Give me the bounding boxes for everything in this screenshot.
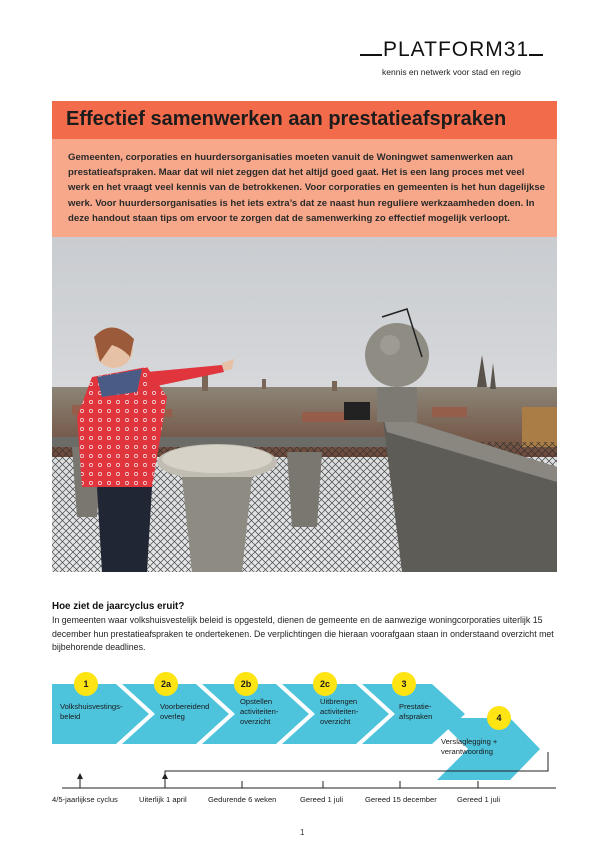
- step-label-2c: Uitbrengen activiteiten- overzicht: [320, 697, 359, 726]
- page-number: 1: [300, 828, 305, 837]
- timeline-label-april: Uiterlijk 1 april: [139, 795, 187, 804]
- step-label-1: Volkshuisvestings- beleid: [60, 702, 123, 721]
- step-label-3: Prestatie- afspraken: [399, 702, 433, 721]
- step-badge-2a: 2a: [154, 672, 178, 696]
- page-title: Effectief samenwerken aan prestatieafspraken: [66, 108, 507, 130]
- step-label-2b: Opstellen activiteiten- overzicht: [240, 697, 279, 726]
- section-body: In gemeenten waar volkshuisvestelijk beleid is opgesteld, dienen de gemeente en de aanwezige woningcorporaties uiterlijk 15 december hun prestatieafspraken te ondertekenen. De verplichtingen die hieraan voorafgaan staan in onderstaand overzicht met bijbehorende deadlines.: [52, 615, 554, 653]
- logo-tagline: kennis en netwerk voor stad en regio: [382, 67, 521, 77]
- step-badge-2c: 2c: [313, 672, 337, 696]
- timeline-label-cycle: 4/5-jaarlijkse cyclus: [52, 795, 118, 804]
- timeline-label-6-weeks: Gedurende 6 weken: [208, 795, 277, 804]
- step-label-4: Verslaglegging + verantwoording: [441, 737, 498, 756]
- timeline-label-july-2: Gereed 1 juli: [457, 795, 501, 804]
- step-badge-2b: 2b: [234, 672, 258, 696]
- arrowhead-april: [162, 773, 168, 779]
- step-badge-4: 4: [487, 706, 511, 730]
- intro-text: Gemeenten, corporaties en huurdersorganisaties moeten vanuit de Woningwet samenwerken aan prestatieafspraken. Maar dat wil niet zeggen dat het altijd goed gaat. Het is een lang proces met veel werk en het vraagt veel kennis van de betrokkenen. Voor corporaties en gemeenten is het hun dagelijkse werk. Voor huurdersorganisaties is het iets extra’s dat ze naast hun reguliere werkzaamheden doen. In deze handout staan tips om ervoor te zorgen dat de samenwerking zo effectief mogelijk verloopt.: [68, 152, 546, 224]
- section-title: Hoe ziet de jaarcyclus eruit?: [52, 601, 185, 612]
- logo-wordmark-text: PLATFORM31: [383, 38, 530, 61]
- step-badge-3: 3: [392, 672, 416, 696]
- timeline-label-july: Gereed 1 juli: [300, 795, 344, 804]
- arrowhead-cycle: [77, 773, 83, 779]
- timeline-label-december: Gereed 15 december: [365, 795, 437, 804]
- step-label-2a: Voorbereidend overleg: [160, 702, 210, 721]
- step-badge-1: 1: [74, 672, 98, 696]
